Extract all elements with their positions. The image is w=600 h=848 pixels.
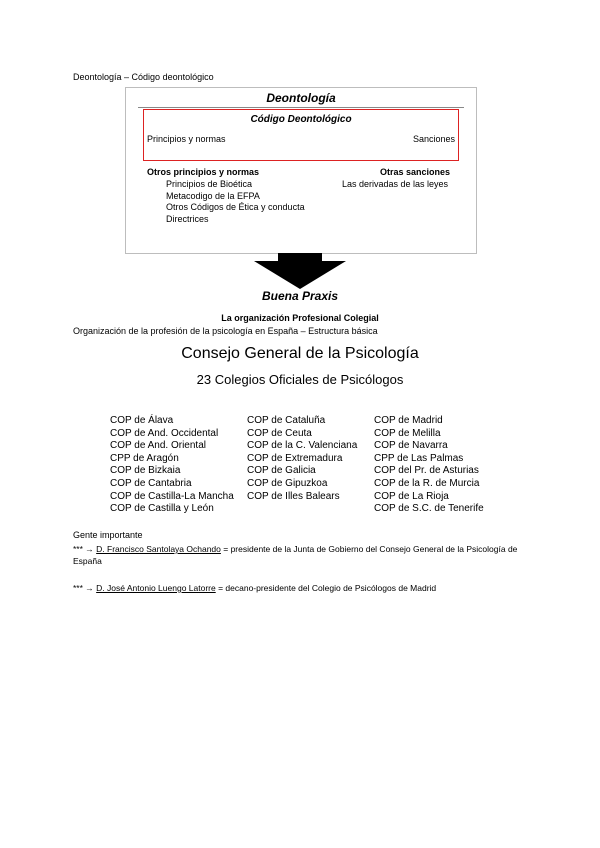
person-entry	[73, 543, 533, 567]
person-entry	[73, 582, 533, 594]
deontologia-diagram	[125, 87, 477, 254]
person-prefix: *** →	[73, 544, 97, 554]
codigo-sanciones: Sanciones	[412, 134, 455, 144]
list-item: COP de la R. de Murcia	[374, 477, 480, 489]
otras-sanciones-title: Otras sanciones	[380, 167, 451, 177]
buena-praxis-label: Buena Praxis	[261, 289, 339, 303]
list-item: COP de Cantabria	[110, 477, 192, 489]
section-title: Deontología – Código deontológico	[73, 72, 214, 82]
consejo-title: Consejo General de la Psicología	[181, 345, 419, 362]
list-item: COP del Pr. de Asturias	[374, 465, 479, 477]
list-item: COP de Illes Balears	[247, 490, 340, 502]
person-name: D. Francisco Santolaya Ochando	[96, 544, 221, 554]
gente-title: Gente importante	[73, 530, 143, 540]
list-item: COP de Melilla	[374, 427, 441, 439]
deontologia-title: Deontología	[266, 91, 336, 105]
colegios-column-3	[374, 415, 484, 516]
organizacion-subtitle: Organización de la profesión de la psicología en España – Estructura básica	[73, 326, 378, 336]
list-item: COP de Madrid	[374, 415, 443, 426]
list-item: Otros Códigos de Ética y conducta	[166, 202, 305, 212]
list-item: COP de La Rioja	[374, 490, 449, 502]
list-item: COP de Ceuta	[247, 427, 312, 439]
list-item: Directrices	[166, 213, 209, 224]
list-item: CPP de Aragón	[110, 452, 179, 464]
list-item: COP de Castilla y León	[110, 503, 214, 515]
otras-sanciones-item: Las derivadas de las leyes	[342, 179, 449, 189]
down-arrow-icon	[254, 253, 346, 289]
list-item: COP de Gipuzkoa	[247, 477, 328, 489]
list-item: COP de And. Oriental	[110, 440, 206, 452]
list-item: CPP de Las Palmas	[374, 452, 464, 464]
colegios-column-2	[247, 415, 357, 503]
colegios-subtitle: 23 Colegios Oficiales de Psicólogos	[196, 372, 404, 387]
list-item: Metacodigo de la EFPA	[166, 190, 260, 201]
person-prefix: *** →	[73, 583, 97, 593]
list-item: COP de Bizkaia	[110, 465, 181, 477]
codigo-box	[143, 109, 459, 161]
list-item: COP de Galicia	[247, 465, 316, 477]
divider	[138, 107, 464, 108]
person-description: = presidente de la Junta de Gobierno del Consejo General de la Psicología de España	[73, 544, 518, 566]
person-name: D. José Antonio Luengo Latorre	[96, 583, 216, 593]
otros-principios-list	[166, 179, 305, 225]
codigo-title: Código Deontológico	[250, 114, 352, 125]
list-item: COP de la C. Valenciana	[247, 440, 358, 452]
list-item: COP de Castilla-La Mancha	[110, 490, 234, 502]
list-item: COP de And. Occidental	[110, 427, 219, 439]
organizacion-title: La organización Profesional Colegial	[221, 313, 379, 323]
person-description: = decano-presidente del Colegio de Psicólogos de Madrid	[215, 583, 437, 593]
colegios-column-1	[110, 415, 234, 516]
otros-principios-title: Otros principios y normas	[147, 167, 260, 177]
list-item: COP de S.C. de Tenerife	[374, 503, 484, 515]
list-item: COP de Navarra	[374, 440, 448, 452]
list-item: COP de Extremadura	[247, 452, 343, 464]
list-item: COP de Álava	[110, 415, 174, 426]
list-item: COP de Cataluña	[247, 415, 326, 426]
codigo-principios: Principios y normas	[147, 134, 226, 144]
list-item: Principios de Bioética	[166, 179, 253, 189]
